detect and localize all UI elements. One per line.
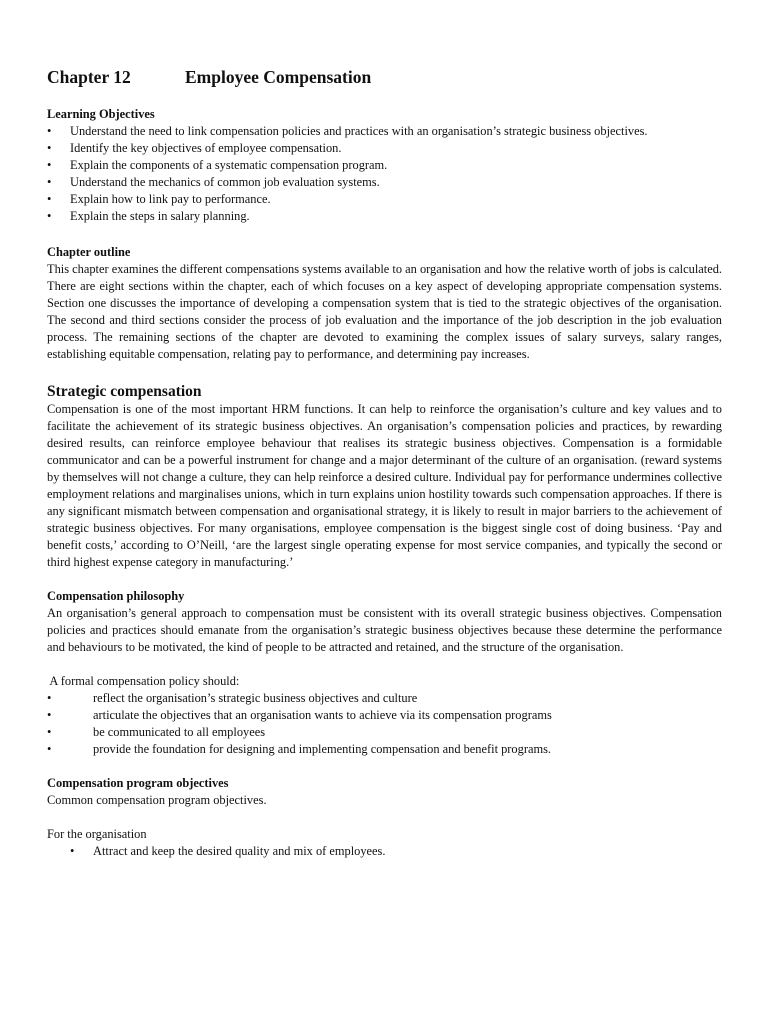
bullet-icon: • xyxy=(47,175,52,189)
bullet-icon: • xyxy=(47,158,52,172)
list-item: • Understand the mechanics of common job evaluation systems. xyxy=(47,175,380,189)
compensation-philosophy-body: An organisation’s general approach to compensation must be consistent with its overall strategic business objectives. Compensation policies and practices should emanate from the organisation’s strategic business objectives because these determine the performance and behaviours to be motivated, the kind of people to be attracted and retained, and the structure of the organisation. xyxy=(47,606,722,654)
compensation-philosophy-heading: Compensation philosophy xyxy=(47,589,185,603)
chapter-name: Employee Compensation xyxy=(185,67,372,87)
program-objectives-heading: Compensation program objectives xyxy=(47,776,229,790)
bullet-icon: • xyxy=(47,691,52,705)
chapter-title xyxy=(47,66,722,88)
policy-intro: A formal compensation policy should: xyxy=(47,674,240,688)
bullet-icon: • xyxy=(47,124,52,138)
program-objectives-body: Common compensation program objectives. xyxy=(47,793,267,807)
program-objectives-list xyxy=(47,843,722,860)
bullet-icon: • xyxy=(70,844,75,858)
bullet-icon: • xyxy=(47,209,52,223)
list-item: • provide the foundation for designing and implementing compensation and benefit programs. xyxy=(47,742,551,756)
list-item: • Understand the need to link compensation policies and practices with an organisation’s strategic business objectives. xyxy=(47,124,648,138)
bullet-icon: • xyxy=(47,141,52,155)
list-item: • Identify the key objectives of employee compensation. xyxy=(47,141,342,155)
learning-objectives-list xyxy=(47,123,722,225)
list-item: • Explain how to link pay to performance. xyxy=(47,192,271,206)
list-item: • articulate the objectives that an organisation wants to achieve via its compensation programs xyxy=(47,708,552,722)
strategic-compensation-body: Compensation is one of the most important HRM functions. It can help to reinforce the organisation’s culture and key values and to facilitate the achievement of its strategic business objectives. An organisation’s compensation policies and practices, by rewarding desired results, can reinforce employee behaviour that realises its strategic business objectives. Compensation is a formidable communicator and can be a powerful instrument for change and a major determinant of the culture of an organisation. (reward systems by themselves will not change a culture, they can help reinforce a desired culture. Individual pay for performance undermines collective employment relations and marginalises unions, which in turn explains union hostility towards such compensation approaches. If there is any significant mismatch between compensation and organisational strategy, it is likely to result in major barriers to the achievement of strategic business objectives. For many organisations, employee compensation is the biggest single cost of doing business. ‘Pay and benefit costs,’ according to O’Neill, ‘are the largest single operating expense for most service companies, and typically the second or third highest expense category in manufacturing.’ xyxy=(47,402,722,569)
bullet-icon: • xyxy=(47,742,52,756)
list-item: • reflect the organisation’s strategic business objectives and culture xyxy=(47,691,418,705)
bullet-icon: • xyxy=(47,192,52,206)
list-item: • be communicated to all employees xyxy=(47,725,266,739)
chapter-number: Chapter 12 xyxy=(47,67,131,87)
list-item: • Explain the components of a systematic compensation program. xyxy=(47,158,388,172)
list-item: • Attract and keep the desired quality and mix of employees. xyxy=(70,844,386,858)
for-organisation-label: For the organisation xyxy=(47,827,147,841)
bullet-icon: • xyxy=(47,725,52,739)
list-item: • Explain the steps in salary planning. xyxy=(47,209,250,223)
learning-objectives-heading: Learning Objectives xyxy=(47,107,155,121)
bullet-icon: • xyxy=(47,708,52,722)
policy-list xyxy=(47,690,722,758)
chapter-outline-heading: Chapter outline xyxy=(47,245,131,259)
chapter-outline-body: This chapter examines the different compensations systems available to an organisation and how the relative worth of jobs is calculated. There are eight sections within the chapter, each of which focuses on a key aspect of developing appropriate compensation systems. Section one discusses the importance of developing a compensation system that is tied to the strategic objectives of the organisation. The second and third sections consider the process of job evaluation and the importance of the job description in the job evaluation process. The remaining sections of the chapter are devoted to examining the complex issues of salary surveys, salary ranges, establishing equitable compensation, relating pay to performance, and determining pay increases. xyxy=(47,262,722,361)
strategic-compensation-heading: Strategic compensation xyxy=(47,383,202,400)
